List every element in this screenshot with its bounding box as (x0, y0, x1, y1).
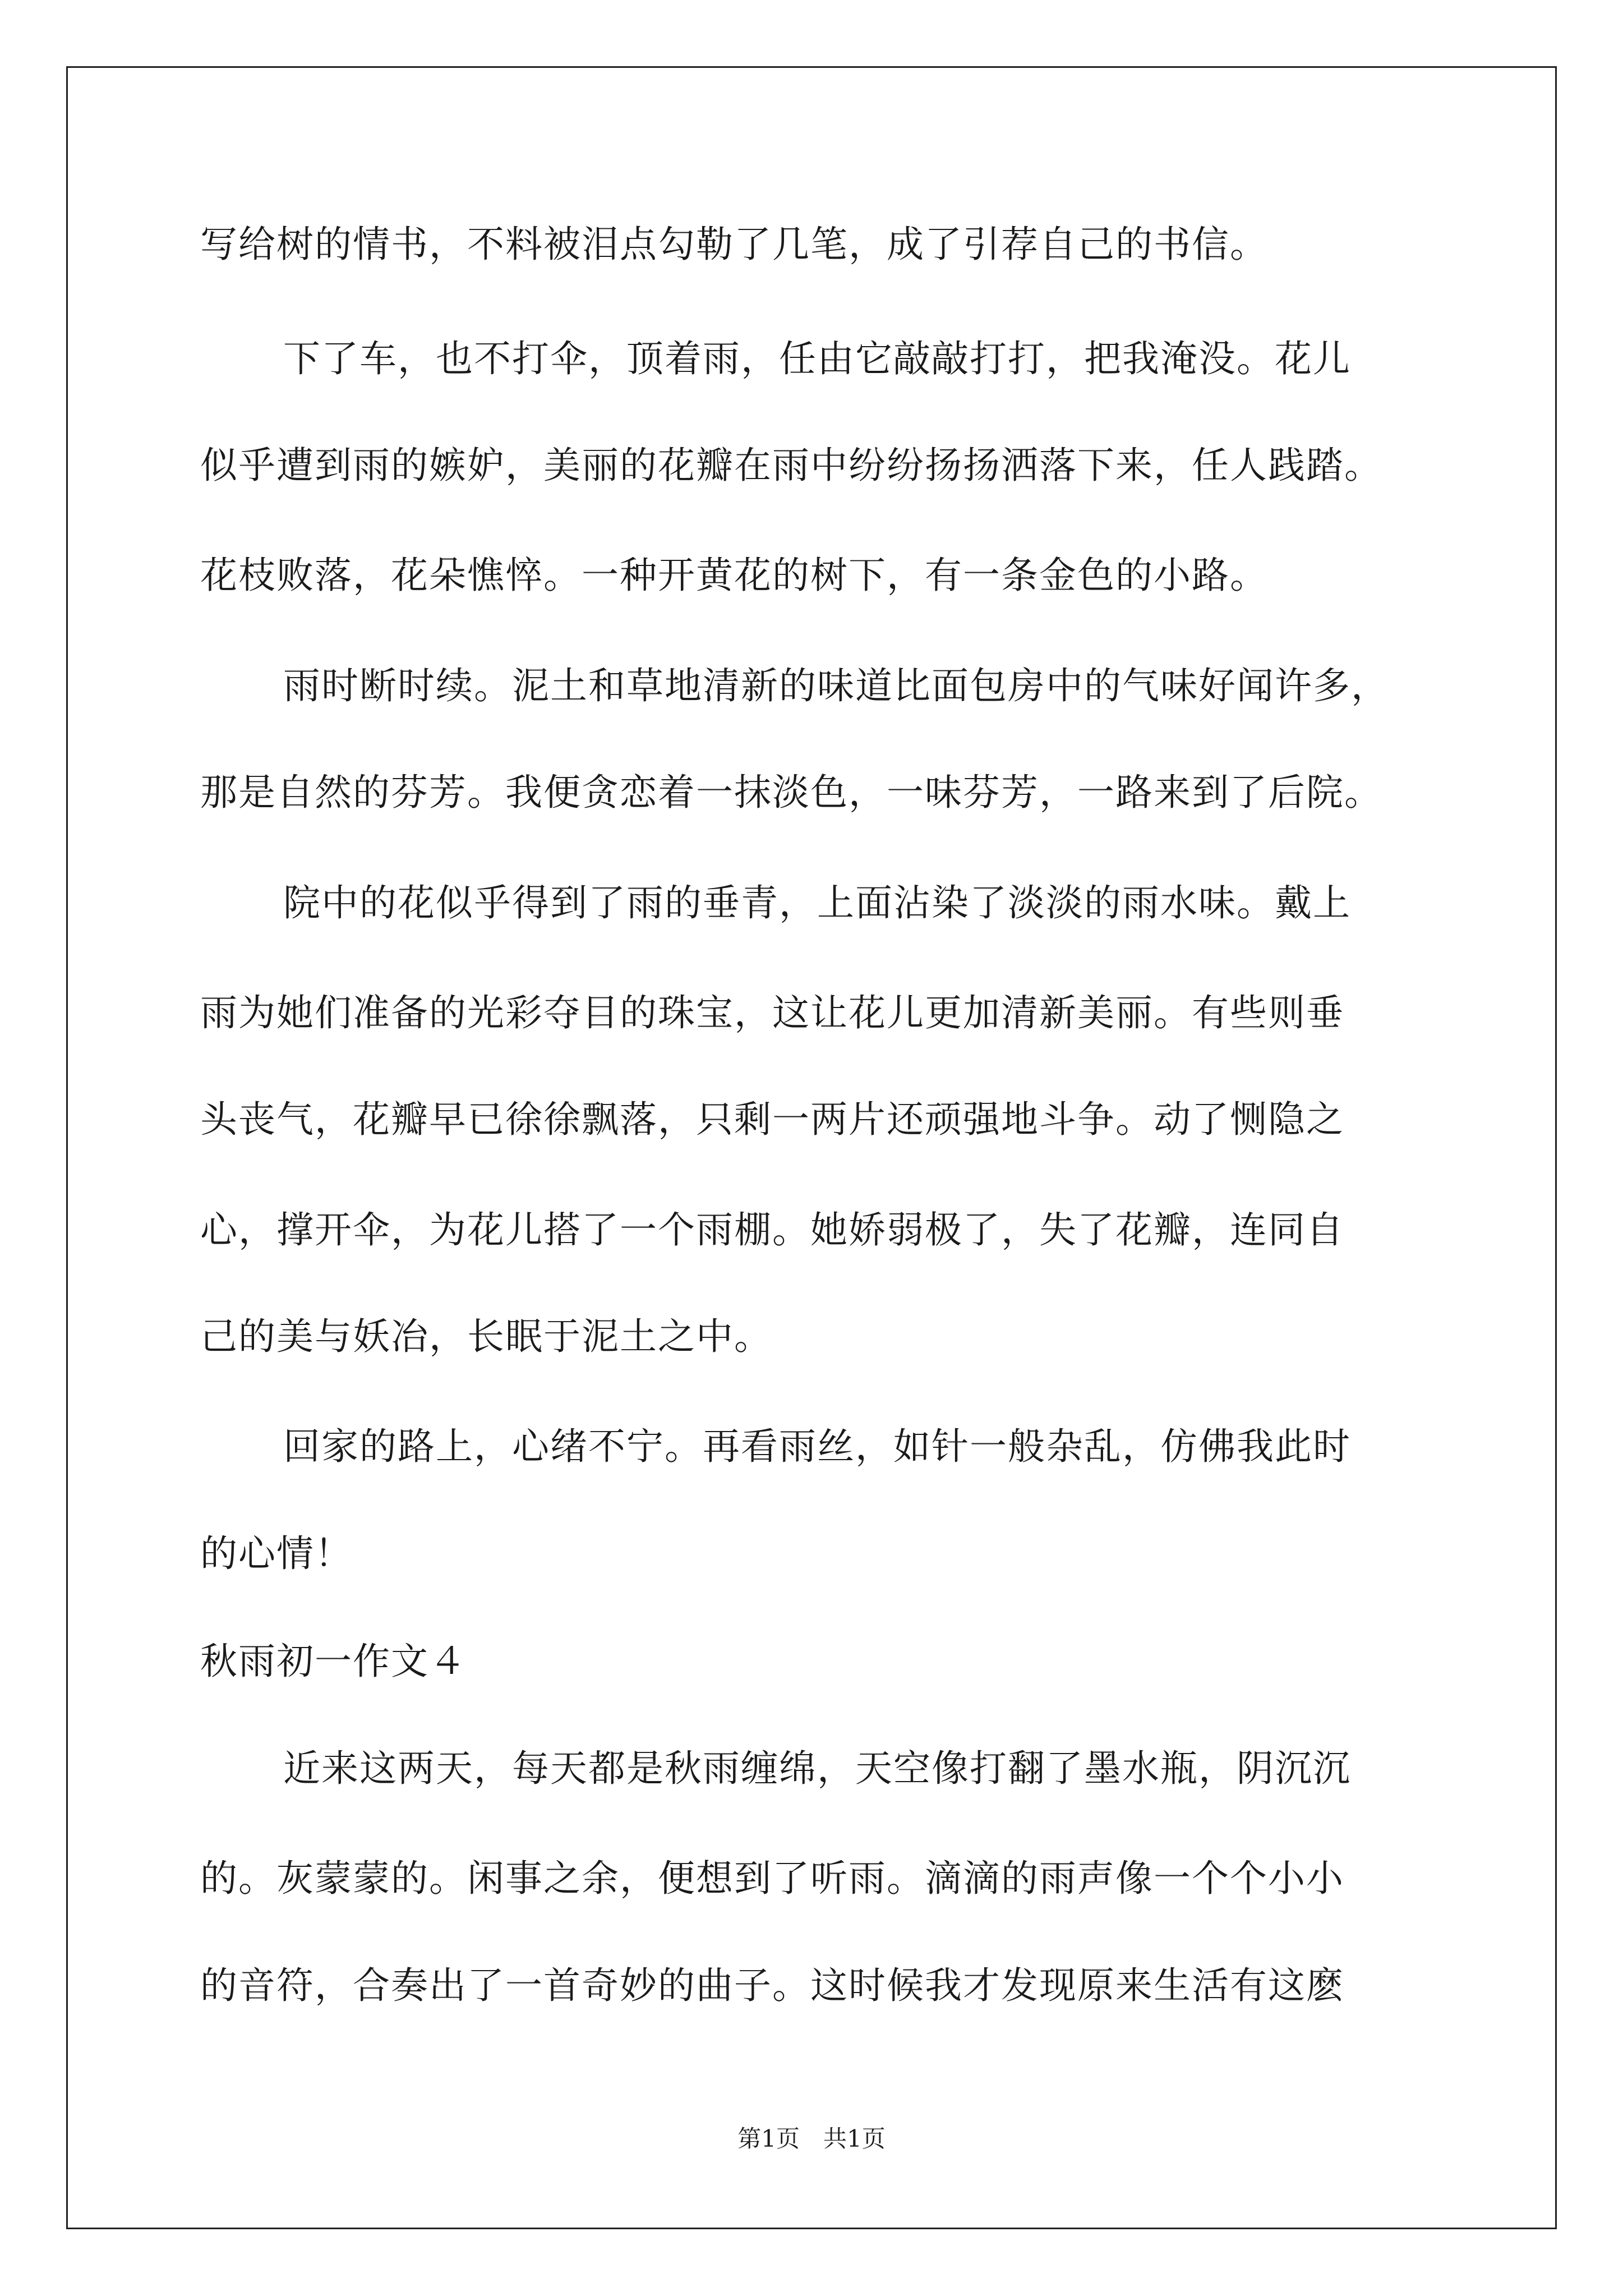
text-line: 下了车，也不打伞，顶着雨，任由它敲敲打打，把我淹没。花儿 (283, 337, 1351, 380)
page-frame (66, 66, 1557, 2229)
text-line: 回家的路上，心绪不宁。再看雨丝，如针一般杂乱，仿佛我此时 (283, 1425, 1351, 1468)
text-line: 头丧气，花瓣早已徐徐飘落，只剩一两片还顽强地斗争。动了恻隐之 (200, 1098, 1344, 1141)
text-line: 的心情！ (200, 1532, 353, 1575)
page-footer: 第1页 共1页 (737, 2125, 886, 2152)
text-line: 己的美与妖冶，长眠于泥土之中。 (200, 1315, 772, 1358)
text-line: 院中的花似乎得到了雨的垂青，上面沾染了淡淡的雨水味。戴上 (283, 881, 1351, 924)
text-line: 的音符，合奏出了一首奇妙的曲子。这时候我才发现原来生活有这麽 (200, 1964, 1344, 2007)
text-line: 雨为她们准备的光彩夺目的珠宝，这让花儿更加清新美丽。有些则垂 (200, 991, 1344, 1034)
text-line: 写给树的情书，不料被泪点勾勒了几笔，成了引荐自己的书信。 (200, 223, 1268, 266)
text-line: 花枝败落，花朵憔悴。一种开黄花的树下，有一条金色的小路。 (200, 554, 1268, 597)
text-line: 的。灰蒙蒙的。闲事之余，便想到了听雨。滴滴的雨声像一个个小小 (200, 1857, 1344, 1900)
text-line: 雨时断时续。泥土和草地清新的味道比面包房中的气味好闻许多， (283, 664, 1389, 707)
section-heading: 秋雨初一作文４ (200, 1640, 467, 1683)
text-line: 似乎遭到雨的嫉妒，美丽的花瓣在雨中纷纷扬扬洒落下来，任人践踏。 (200, 444, 1382, 487)
text-line: 心，撑开伞，为花儿搭了一个雨棚。她娇弱极了，失了花瓣，连同自 (200, 1208, 1344, 1251)
text-line: 那是自然的芬芳。我便贪恋着一抹淡色，一味芬芳，一路来到了后院。 (200, 771, 1382, 814)
text-line: 近来这两天，每天都是秋雨缠绵，天空像打翻了墨水瓶，阴沉沉 (283, 1747, 1351, 1790)
